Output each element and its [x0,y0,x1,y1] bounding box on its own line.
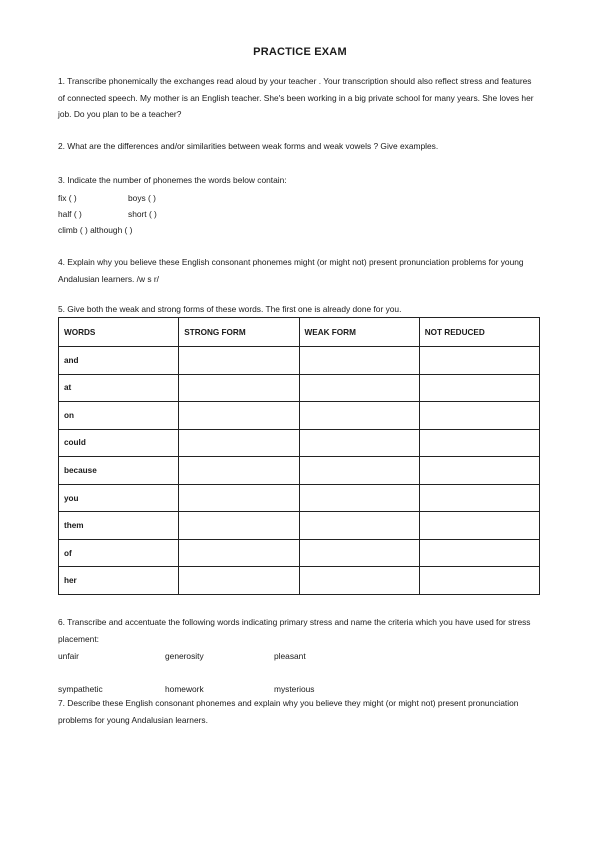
header-not-reduced: NOT REDUCED [419,318,539,347]
question-2: 2. What are the differences and/or similarities between weak forms and weak vowels ? Give examples. [58,141,439,151]
q6-word-unfair: unfair [58,651,79,661]
table-row [59,539,540,567]
table-row [59,457,540,485]
weak-form-cell[interactable] [299,429,419,457]
strong-form-cell[interactable] [179,374,299,402]
word-cell: on [59,402,179,430]
table-row [59,512,540,540]
table-row [59,567,540,595]
header-strong-form: STRONG FORM [179,318,299,347]
weak-strong-forms-table [58,317,540,595]
question-3-prompt: 3. Indicate the number of phonemes the words below contain: [58,175,287,185]
strong-form-cell[interactable] [179,484,299,512]
question-5-prompt: 5. Give both the weak and strong forms of these words. The first one is already done for you. [58,304,402,314]
table-row [59,429,540,457]
table-row [59,347,540,375]
q6-word-pleasant: pleasant [274,651,306,661]
not-reduced-cell[interactable] [419,429,539,457]
q6-word-sympathetic: sympathetic [58,684,103,694]
table-header-row [59,318,540,347]
q3-word-half: half ( ) [58,209,82,219]
table-row [59,374,540,402]
word-cell: her [59,567,179,595]
q6-word-generosity: generosity [165,651,204,661]
not-reduced-cell[interactable] [419,539,539,567]
strong-form-cell[interactable] [179,457,299,485]
header-words: WORDS [59,318,179,347]
question-6-prompt: 6. Transcribe and accentuate the following words indicating primary stress and name the criteria which you have used for stress placement: [58,617,531,644]
word-cell: you [59,484,179,512]
strong-form-cell[interactable] [179,567,299,595]
q3-word-short: short ( ) [128,209,157,219]
question-7: 7. Describe these English consonant phonemes and explain why you believe they might (or might not) present pronunciation problems for young Andalusian learners. [58,698,519,725]
not-reduced-cell[interactable] [419,402,539,430]
q3-word-climb-although: climb ( ) although ( ) [58,225,133,235]
q3-word-fix: fix ( ) [58,193,77,203]
strong-form-cell[interactable] [179,402,299,430]
weak-form-cell[interactable] [299,374,419,402]
strong-form-cell[interactable] [179,512,299,540]
not-reduced-cell[interactable] [419,374,539,402]
weak-form-cell[interactable] [299,347,419,375]
not-reduced-cell[interactable] [419,457,539,485]
strong-form-cell[interactable] [179,429,299,457]
table-row [59,402,540,430]
strong-form-cell[interactable] [179,539,299,567]
strong-form-cell[interactable] [179,347,299,375]
q6-word-homework: homework [165,684,204,694]
not-reduced-cell[interactable] [419,512,539,540]
word-cell: because [59,457,179,485]
not-reduced-cell[interactable] [419,484,539,512]
not-reduced-cell[interactable] [419,567,539,595]
q3-word-boys: boys ( ) [128,193,156,203]
table-row [59,484,540,512]
word-cell: them [59,512,179,540]
word-cell: and [59,347,179,375]
weak-form-cell[interactable] [299,457,419,485]
q6-word-mysterious: mysterious [274,684,315,694]
page-title: PRACTICE EXAM [253,46,347,58]
word-cell: of [59,539,179,567]
header-weak-form: WEAK FORM [299,318,419,347]
weak-form-cell[interactable] [299,512,419,540]
question-4: 4. Explain why you believe these English consonant phonemes might (or might not) present pronunciation problems for young Andalusian learners. /w s r/ [58,257,524,284]
weak-form-cell[interactable] [299,484,419,512]
weak-form-cell[interactable] [299,539,419,567]
word-cell: could [59,429,179,457]
question-1: 1. Transcribe phonemically the exchanges read aloud by your teacher . Your transcription should also reflect stress and features of connected speech. My mother is an English teacher. She's been working in a big private school for many years. She loves her job. Do you plan to be a teacher? [58,76,534,119]
word-cell: at [59,374,179,402]
not-reduced-cell[interactable] [419,347,539,375]
weak-form-cell[interactable] [299,567,419,595]
weak-form-cell[interactable] [299,402,419,430]
